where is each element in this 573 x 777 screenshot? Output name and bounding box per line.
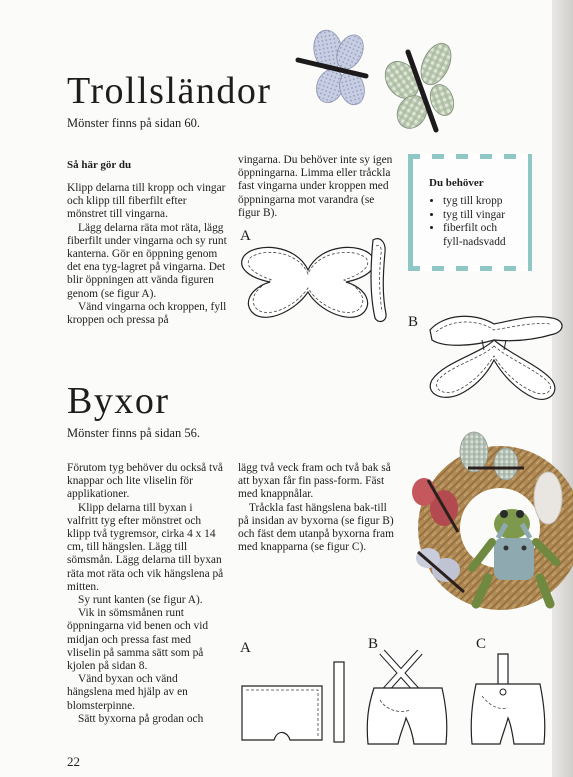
page-number: 22 (67, 754, 80, 769)
paragraph: vingarna. Du behöver inte sy igen öppningarna. Limma eller tråckla fast vingarna under kroppen med öppningarna mot varandra (se figur B). (238, 154, 393, 219)
figure-label-b-2: B (368, 636, 379, 652)
figure-label-a: A (240, 228, 251, 244)
paragraph: Vänd vingarna och kroppen, fyll kroppen och pressa på (67, 300, 227, 327)
section-title-byxor: Byxor (67, 380, 170, 422)
list-item: • tyg till kropp (443, 195, 519, 209)
instructions-heading: Så här gör du (67, 159, 132, 171)
paragraph: Sy runt kanten (se figur A). (78, 594, 203, 607)
figure-c-trousers-front (468, 652, 554, 748)
list-item: • fiberfilt och fyll-nadsvadd (443, 222, 519, 249)
paragraph: Vänd byxan och vänd hängslena med hjälp av en blomsterpinne. (67, 673, 188, 712)
paragraph: lägg två veck fram och två bak så att byxan får fin pass-form. Fäst med knappnålar. (238, 462, 391, 501)
pattern-reference-2: Mönster finns på sidan 56. (67, 426, 200, 440)
materials-list (429, 195, 519, 249)
frog-wreath-photo (408, 428, 573, 624)
paragraph: Lägg delarna räta mot räta, lägg fiberfilt under vingarna och sy runt kanterna. Gör en öppning genom det ena tyg-lagret på vingarna. Det blir öppningen att vända figuren genom (se figur A). (67, 221, 227, 300)
section2-column1 (67, 462, 225, 726)
paragraph: Förutom tyg behöver du också två knappar och lite vliselin för applikationer. (67, 462, 223, 501)
section1-column1 (67, 182, 227, 327)
figure-a-trousers-pattern (238, 660, 348, 744)
figure-b-trousers-back (360, 648, 460, 748)
pattern-reference-1: Mönster finns på sidan 60. (67, 116, 200, 130)
figure-a-wing-pattern (236, 234, 396, 326)
paragraph: Klipp delarna till kropp och vingar och klipp till fiberfilt efter mönstret till vingarna. (67, 182, 226, 221)
figure-label-a-2: A (240, 640, 251, 656)
list-item: • tyg till vingar (443, 209, 519, 223)
paragraph: Vik in sömsmånen runt öppningarna vid benen och vid midjan och pressa fast med vliselin på samma sätt som på kjolen på sidan 8. (67, 607, 209, 673)
paragraph: Klipp delarna till byxan i valfritt tyg efter mönstret och klipp två tygremsor, cirka 4 x 14 cm, till hängslen. Lägg till sömsmån. Lägg delarna till byxan räta mot räta och vik hängslena på mitten. (67, 501, 224, 593)
section1-column2 (238, 154, 398, 220)
paragraph: Tråckla fast hängslena bak-till på insidan av byxorna (se figur B) och fäst dem utanpå byxorna fram med knapparna (se figur C). (238, 501, 394, 554)
paragraph: Sätt byxorna på grodan och (78, 712, 204, 725)
materials-heading: Du behöver (429, 177, 484, 189)
section2-column2 (238, 462, 398, 554)
figure-b-assembled-dragonfly (424, 300, 573, 412)
figure-label-b: B (408, 314, 419, 330)
section-title-trollslandor: Trollsländor (67, 70, 272, 112)
figure-label-c: C (476, 636, 487, 652)
materials-box (408, 154, 532, 271)
dragonflies-photo (290, 30, 460, 135)
